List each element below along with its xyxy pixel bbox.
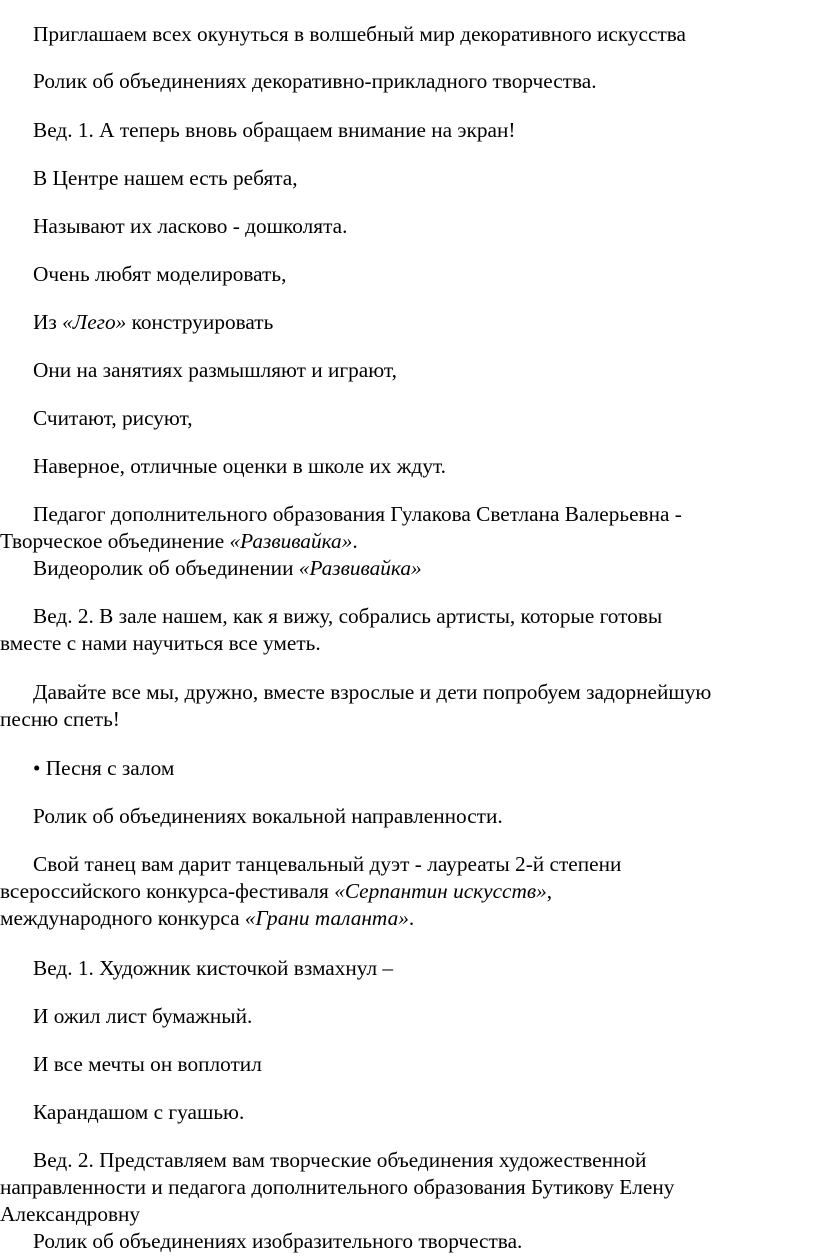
text-line: Давайте все мы, дружно, вместе взрослые и дети попробуем задорнейшую bbox=[33, 680, 712, 704]
italic-title: «Развивайка» bbox=[229, 529, 353, 553]
paragraph-verse-line bbox=[0, 453, 806, 480]
text-line: Приглашаем всех окунуться в волшебный мир декоративного искусства bbox=[33, 22, 686, 46]
paragraph-verse-artist bbox=[0, 955, 806, 982]
text-line: • Песня с залом bbox=[33, 756, 175, 780]
text-line: Ролик об объединениях декоративно-прикладного творчества. bbox=[33, 69, 597, 93]
paragraph-video-razvivaika bbox=[0, 555, 806, 582]
text-line: Вед. 2. Представляем вам творческие объединения художественной bbox=[33, 1148, 647, 1172]
paragraph-invitation bbox=[0, 21, 806, 48]
text-fragment: всероссийского конкурса-фестиваля bbox=[0, 879, 335, 903]
paragraph-video-vocal bbox=[0, 803, 806, 830]
text-line: И все мечты он воплотил bbox=[33, 1052, 262, 1076]
italic-title: «Развивайка» bbox=[298, 556, 422, 580]
text-fragment: . bbox=[352, 529, 358, 553]
paragraph-teacher-gulakova bbox=[0, 501, 806, 555]
text-line: Называют их ласково - дошколята. bbox=[33, 214, 348, 238]
text-line: И ожил лист бумажный. bbox=[33, 1004, 253, 1028]
text-line bbox=[0, 556, 422, 580]
text-line: Александровну bbox=[0, 1202, 141, 1226]
paragraph-verse-line bbox=[0, 405, 806, 432]
italic-title: «Грани таланта» bbox=[244, 906, 409, 930]
paragraph-verse-line bbox=[0, 165, 806, 192]
text-line bbox=[0, 878, 806, 905]
text-line: Считают, рисуют, bbox=[33, 406, 193, 430]
text-line: Они на занятиях размышляют и играют, bbox=[33, 358, 397, 382]
paragraph-verse-line bbox=[0, 357, 806, 384]
paragraph-sing-together bbox=[0, 679, 806, 733]
paragraph-dance-duet bbox=[0, 851, 806, 932]
text-line: Педагог дополнительного образования Гулакова Светлана Валерьевна - bbox=[33, 502, 682, 526]
paragraph-verse-line bbox=[0, 261, 806, 288]
text-line: песню спеть! bbox=[0, 707, 120, 731]
paragraph-verse-line bbox=[0, 1003, 806, 1030]
paragraph-verse-line bbox=[0, 1099, 806, 1126]
text-line bbox=[0, 310, 273, 334]
paragraph-host2-art-teacher bbox=[0, 1147, 806, 1228]
text-fragment: Из bbox=[33, 310, 63, 334]
text-line: Ролик об объединениях вокальной направленности. bbox=[33, 804, 503, 828]
text-line: В Центре нашем есть ребята, bbox=[33, 166, 298, 190]
paragraph-video-visual-art bbox=[0, 1228, 806, 1255]
text-line: Вед. 2. В зале нашем, как я вижу, собрались артисты, которые готовы bbox=[33, 604, 663, 628]
paragraph-host1-screen bbox=[0, 117, 806, 144]
text-line: Свой танец вам дарит танцевальный дуэт - лауреаты 2-й степени bbox=[33, 852, 622, 876]
text-line: Вед. 1. А теперь вновь обращаем внимание на экран! bbox=[33, 118, 516, 142]
text-line bbox=[0, 528, 806, 555]
paragraph-verse-lego bbox=[0, 309, 806, 336]
text-fragment: . bbox=[408, 906, 415, 930]
italic-title: «Серпантин искусств» bbox=[334, 879, 547, 903]
text-line: Ролик об объединениях изобразительного творчества. bbox=[33, 1229, 523, 1253]
text-fragment: , bbox=[546, 879, 553, 903]
text-line: направленности и педагога дополнительного образования Бутикову Елену bbox=[0, 1175, 675, 1199]
text-fragment: Видеоролик об объединении bbox=[33, 556, 299, 580]
text-line bbox=[0, 905, 806, 932]
italic-title: «Лего» bbox=[62, 310, 127, 334]
paragraph-verse-line bbox=[0, 1051, 806, 1078]
text-line: Вед. 1. Художник кисточкой взмахнул – bbox=[33, 956, 394, 980]
paragraph-song-bullet bbox=[0, 755, 806, 782]
text-fragment: международного конкурса bbox=[0, 906, 245, 930]
paragraph-verse-line bbox=[0, 213, 806, 240]
text-line: Очень любят моделировать, bbox=[33, 262, 287, 286]
paragraph-video-decorative bbox=[0, 68, 806, 95]
text-line: Карандашом с гуашью. bbox=[33, 1100, 245, 1124]
text-fragment: Творческое объединение bbox=[0, 529, 230, 553]
text-line: Наверное, отличные оценки в школе их ждут. bbox=[33, 454, 447, 478]
text-fragment: конструировать bbox=[126, 310, 274, 334]
paragraph-host2-artists bbox=[0, 603, 806, 657]
text-line: вместе с нами научиться все уметь. bbox=[0, 631, 321, 655]
